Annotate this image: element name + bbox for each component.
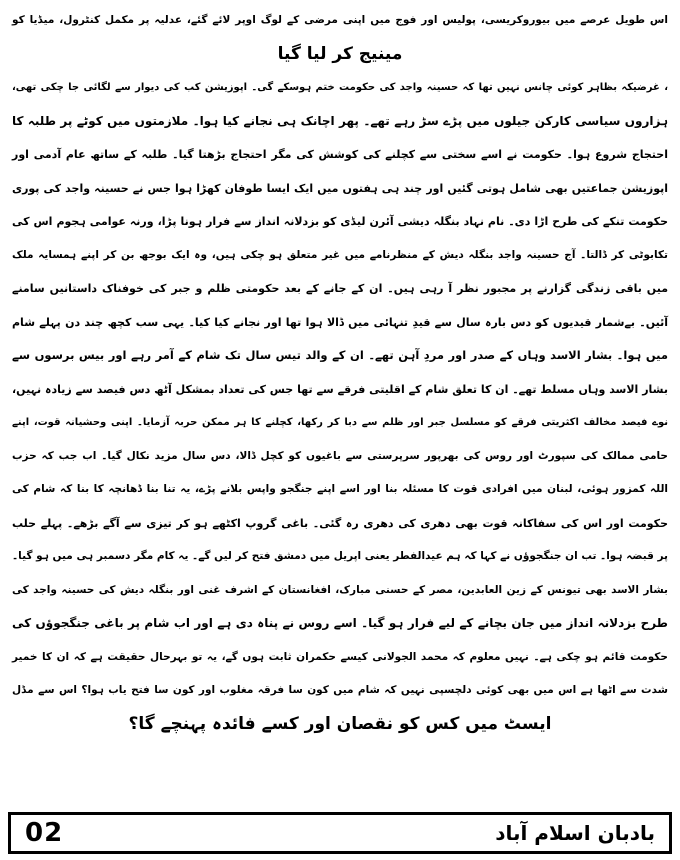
article-line: ایسٹ میں کس کو نقصان اور کسے فائدہ پہنچے گا؟ <box>128 713 552 734</box>
article-line: تکابوٹی کر ڈالتا۔ آج حسینہ واجد بنگلہ دیش کے منظرنامے میں غیر متعلق ہو چکی ہیں، وہ ایک بوجھ بن کر اپنے ہمسایہ ملک <box>12 248 668 261</box>
article-line: حکومت اور اس کی سفاکانہ قوت بھی دھری کی دھری رہ گئی۔ باغی گروپ اکٹھے ہو کر تیزی سے آگے بڑھے۔ پہلے حلب <box>12 516 668 530</box>
article-line: میں باقی زندگی گزارنے پر مجبور نظر آ رہی ہیں۔ ان کے جانے کے بعد حکومتی ظلم و جبر کی خوفناک داستانیں سامنے <box>12 282 668 295</box>
article-line: میں ہوا۔ بشار الاسد وہاں کے صدر اور مردِ آہن تھے۔ ان کے والد تیس سال تک شام کے آمر رہے اور بیس برسوں سے <box>12 348 668 362</box>
article-line: پر قبضہ ہوا۔ تب ان جنگجوؤں نے کہا کہ ہم عیدالفطر یعنی اپریل میں دمشق فتح کر لیں گے۔ یہ کام مگر دسمبر ہی میں ہو گیا۔ <box>12 550 668 562</box>
article-line: اپوزیشن جماعتیں بھی شامل ہوتی گئیں اور چند ہی ہفتوں میں ایک ایسا طوفان کھڑا ہوا جس نے حسینہ واجد کی پوری <box>12 181 668 195</box>
article-line: حکومت قائم ہو چکی ہے۔ نہیں معلوم کہ محمد الجولانی کیسے حکمران ثابت ہوں گے، یہ تو بہرحال حقیقت ہے کہ ان کا خمیر <box>12 650 668 663</box>
article-line: احتجاج شروع ہوا۔ حکومت نے اسے سختی سے کچلنے کی کوشش کی مگر احتجاج بڑھتا گیا۔ طلبہ کے ساتھ عام آدمی اور <box>12 148 668 161</box>
publication-name: بادبان اسلام آباد <box>495 821 655 845</box>
article-line: حکومت تنکے کی طرح اڑا دی۔ نام نہاد بنگلہ دیشی آئرن لیڈی کو بزدلانہ انداز سے فرار ہونا پڑا، ورنہ عوامی ہجوم اس کی <box>12 215 668 228</box>
article-line: بشار الاسد بھی تیونس کے زین العابدین، مصر کے حسنی مبارک، افغانستان کے اشرف غنی اور بنگلہ دیش کی حسینہ واجد کی <box>12 583 668 596</box>
article-line: اس طویل عرصے میں بیوروکریسی، پولیس اور فوج میں اپنی مرضی کے لوگ اوپر لائے گئے، عدلیہ پر مکمل کنٹرول، میڈیا کو <box>12 14 668 26</box>
article-line: اللہ کمزور ہوئی، لبنان میں افرادی قوت کا مسئلہ بنا اور اسے اپنے جنگجو واپس بلانے پڑے، یہ تنا بنا ڈھانچہ کا بنا کہ شام کی <box>12 483 668 495</box>
page-number: 02 <box>25 818 64 848</box>
article-line: آئیں۔ بےشمار قیدیوں کو دس بارہ سال سے قیدِ تنہائی میں ڈالا ہوا تھا اور نجانے کیا کیا۔ یہی سب کچھ چند دن پہلے شام <box>12 315 668 329</box>
article-line: نوے فیصد مخالف اکثریتی فرقے کو مسلسل جبر اور ظلم سے دبا کر رکھا، کچلنے کا ہر ممکن حربہ آزمایا۔ اپنی وحشیانہ قوت، اپنے <box>12 417 668 428</box>
article-line: مینیج کر لیا گیا <box>277 43 403 64</box>
article-line: بشار الاسد وہاں مسلط تھے۔ ان کا تعلق شام کے اقلیتی فرقے سے تھا جس کی تعداد بمشکل آٹھ دس فیصد سے زیادہ نہیں، <box>12 382 668 396</box>
article-line: شدت سے اٹھا ہے اس میں بھی کوئی دلچسپی نہیں کہ شام میں کون سا فرقہ مغلوب اور کون سا فتح یاب ہوا؟ اس سے مڈل <box>12 684 668 696</box>
article-line: طرح بزدلانہ انداز میں جان بچانے کے لیے فرار ہو گیا۔ اسے روس نے پناہ دی ہے اور اب شام پر باغی جنگجوؤں کی <box>12 616 668 630</box>
article-line: حامی ممالک کی سپورٹ اور روس کی بھرپور سرپرستی سے باغیوں کو کچل ڈالا، دس سال مزید نکال گیا۔ اب جب کہ حزب <box>12 449 668 462</box>
article-line: ، غرضیکہ بظاہر کوئی چانس نہیں تھا کہ حسینہ واجد کی حکومت ختم ہوسکے گی۔ اپوزیشن کب کی دیوار سے لگائی جا چکی تھی، <box>12 82 668 93</box>
article-body <box>10 4 670 810</box>
article-line: ہزاروں سیاسی کارکن جیلوں میں پڑے سڑ رہے تھے۔ پھر اچانک ہی نجانے کیا ہوا۔ ملازمتوں میں کوٹے پر طلبہ کا <box>12 113 668 128</box>
page-footer <box>8 812 672 854</box>
